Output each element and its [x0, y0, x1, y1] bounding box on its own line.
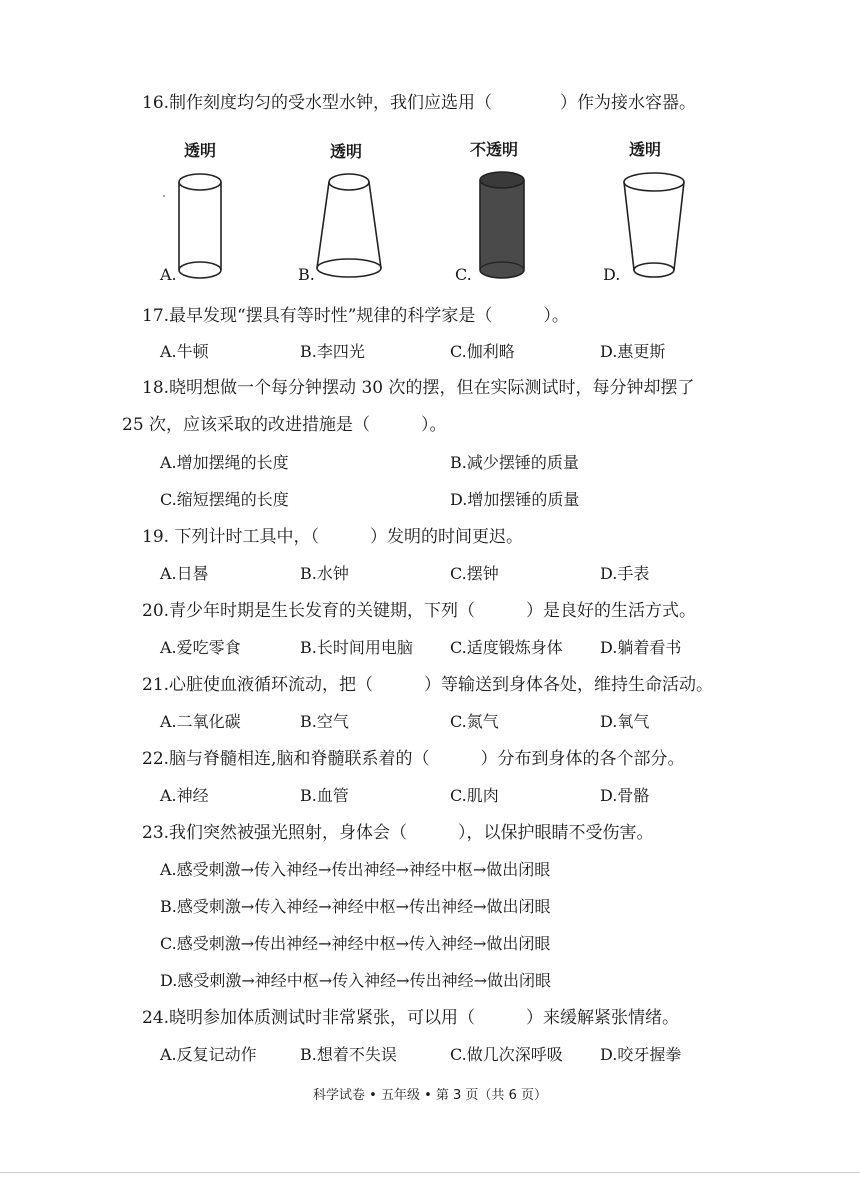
cup-d-letter: D.	[603, 265, 621, 284]
scan-edge-divider	[0, 1172, 860, 1173]
question-23: 23.我们突然被强光照射，身体会（ ），以保护眼睛不受伤害。	[142, 823, 654, 843]
q17-option-b[interactable]: B.李四光	[300, 342, 365, 361]
q23-option-c[interactable]: C.感受刺激→传出神经→神经中枢→传入神经→做出闭眼	[160, 934, 551, 953]
cup-c-image	[472, 168, 532, 282]
q18-option-a[interactable]: A.增加摆绳的长度	[160, 453, 289, 472]
cup-c-caption: 不透明	[470, 140, 519, 159]
cup-a-image	[170, 170, 230, 282]
question-22: 22.脑与脊髓相连,脑和脊髓联系着的（ ）分布到身体的各个部分。	[142, 749, 685, 769]
cup-a-caption: 透明	[184, 141, 217, 160]
page-footer: 科学试卷 • 五年级 • 第 3 页（共 6 页）	[313, 1088, 547, 1103]
q20-option-d[interactable]: D.躺着看书	[600, 638, 682, 657]
q18-option-d[interactable]: D.增加摆锤的质量	[450, 490, 580, 509]
speck	[163, 195, 165, 197]
q22-option-c[interactable]: C.肌肉	[450, 786, 499, 805]
q21-option-d[interactable]: D.氧气	[600, 712, 650, 731]
q23-option-b[interactable]: B.感受刺激→传入神经→神经中枢→传出神经→做出闭眼	[160, 897, 551, 916]
q17-option-d[interactable]: D.惠更斯	[600, 342, 666, 361]
q17-option-c[interactable]: C.伽利略	[450, 342, 515, 361]
q17-option-a[interactable]: A.牛顿	[160, 342, 209, 361]
q20-option-c[interactable]: C.适度锻炼身体	[450, 638, 563, 657]
q22-option-d[interactable]: D.骨骼	[600, 786, 650, 805]
q24-option-a[interactable]: A.反复记动作	[160, 1045, 257, 1064]
q20-option-a[interactable]: A.爱吃零食	[160, 638, 241, 657]
question-17: 17.最早发现“摆具有等时性”规律的科学家是（ ）。	[142, 306, 569, 326]
q21-option-c[interactable]: C.氮气	[450, 712, 499, 731]
q22-option-b[interactable]: B.血管	[300, 786, 349, 805]
cup-a-letter: A.	[160, 265, 177, 284]
q21-option-a[interactable]: A.二氧化碳	[160, 712, 241, 731]
q24-option-b[interactable]: B.想着不失误	[300, 1045, 397, 1064]
question-19: 19. 下列计时工具中，（ ）发明的时间更迟。	[142, 527, 523, 547]
cup-b-letter: B.	[298, 265, 315, 284]
question-24: 24.晓明参加体质测试时非常紧张，可以用（ ）来缓解紧张情绪。	[142, 1008, 680, 1028]
q19-option-d[interactable]: D.手表	[600, 564, 650, 583]
question-21: 21.心脏使血液循环流动，把（ ）等输送到身体各处，维持生命活动。	[142, 675, 714, 695]
q18-option-b[interactable]: B.减少摆锤的质量	[450, 453, 579, 472]
q23-option-a[interactable]: A.感受刺激→传入神经→传出神经→神经中枢→做出闭眼	[160, 860, 551, 879]
q18-option-c[interactable]: C.缩短摆绳的长度	[160, 490, 289, 509]
cup-d-image	[618, 168, 690, 282]
q23-option-d[interactable]: D.感受刺激→神经中枢→传入神经→传出神经→做出闭眼	[160, 971, 551, 990]
question-18-cont: 25 次，应该采取的改进措施是（ ）。	[122, 415, 447, 435]
q22-option-a[interactable]: A.神经	[160, 786, 209, 805]
question-20: 20.青少年时期是生长发育的关键期，下列（ ）是良好的生活方式。	[142, 601, 697, 621]
question-16: 16.制作刻度均匀的受水型水钟，我们应选用（ ）作为接水容器。	[142, 93, 697, 113]
q19-option-a[interactable]: A.日晷	[160, 564, 209, 583]
q20-option-b[interactable]: B.长时间用电脑	[300, 638, 413, 657]
q24-option-c[interactable]: C.做几次深呼吸	[450, 1045, 563, 1064]
q24-option-d[interactable]: D.咬牙握拳	[600, 1045, 682, 1064]
q21-option-b[interactable]: B.空气	[300, 712, 349, 731]
q19-option-c[interactable]: C.摆钟	[450, 564, 499, 583]
cup-b-caption: 透明	[330, 142, 363, 161]
cup-c-letter: C.	[455, 265, 472, 284]
q19-option-b[interactable]: B.水钟	[300, 564, 349, 583]
cup-d-caption: 透明	[629, 140, 662, 159]
cup-b-image	[312, 168, 386, 282]
question-18: 18.晓明想做一个每分钟摆动 30 次的摆，但在实际测试时，每分钟却摆了	[142, 378, 695, 398]
